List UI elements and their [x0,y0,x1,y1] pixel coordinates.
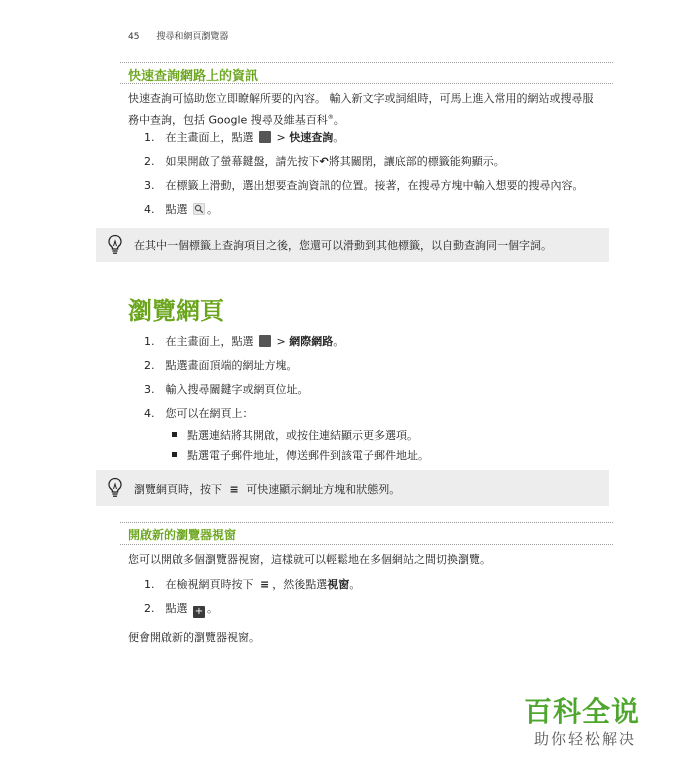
step-number: 2. [144,359,155,372]
step-number: 1. [144,335,155,348]
divider [120,83,613,84]
tip-text-pre: 瀏覽網頁時，按下 [134,483,222,496]
menu-icon: ≡ [229,483,239,496]
intro-line-2-text: 務中查詢，包括 Google 搜尋及維基百科 [128,113,328,127]
step-text: 輸入搜尋關鍵字或網頁位址。 [165,383,309,396]
section-title-browsing: 瀏覽網頁 [128,297,224,325]
bullet-dot [172,452,177,457]
step-text-2: 將其關閉，讓底部的標籤能夠顯示。 [328,155,505,168]
step-number: 4. [144,203,155,216]
step-number: 2. [144,155,155,168]
step-text: 點選 [165,602,188,615]
step-end: 。 [207,203,218,216]
list-item [144,202,584,226]
new-window-outro: 便會開啟新的瀏覽器視窗。 [128,631,260,644]
back-arrow-icon: ↶ [319,155,329,168]
list-item [144,154,584,178]
step-number: 1. [144,131,155,144]
page-header [128,29,228,42]
step-text-mid: ，然後點選 [272,578,328,591]
tip-text [134,481,400,497]
tip-box [96,470,609,506]
quick-search-app-label: 快速查詢 [289,131,334,144]
intro-line-1: 快速查詢可協助您立即瞭解所要的內容。 輸入新文字或詞組時，可馬上進入常用的網站或搜尋服 [128,92,594,105]
step-separator: > [273,335,290,348]
step-number: 1. [144,578,155,591]
step-text: 在檢視網頁時按下 [165,578,254,591]
watermark-slogan: 助你轻松解决 [533,730,636,748]
intro-line-2-end: 。 [333,113,345,127]
list-item [144,577,360,601]
bullet-item [172,428,429,448]
step-text: 在主畫面上，點選 [165,131,254,144]
new-window-steps [144,577,360,625]
header-section: 搜尋和網頁瀏覽器 [156,32,229,42]
search-icon [193,203,205,215]
windows-label: 視窗 [327,578,350,591]
list-item [144,382,344,406]
list-item [144,178,584,202]
bullet-text: 點選連結將其開啟，或按住連結顯示更多選項。 [187,429,418,442]
step-text: 點選 [165,203,188,216]
quick-search-steps [144,130,584,226]
divider [120,544,613,545]
tip-text-post: 可快速顯示網址方塊和狀態列。 [246,483,401,496]
tip-box [96,228,609,262]
quick-search-intro [128,89,618,130]
step-text: 在標籤上滑動，選出想要查詢資訊的位置。接著，在搜尋方塊中輸入想要的搜尋內容。 [165,179,584,192]
list-item [144,358,344,382]
step-number: 3. [144,383,155,396]
bullet-dot [172,432,177,437]
step-separator: > [273,131,290,144]
step-text: 您可以在網頁上： [165,407,254,420]
page-number: 45 [128,32,140,42]
divider [120,62,613,63]
registered-mark: ® [327,114,334,121]
divider [120,522,613,523]
browsing-bullets [172,428,429,468]
step-end: 。 [333,131,345,144]
step-text: 在主畫面上，點選 [165,335,254,348]
tip-text: 在其中一個標籤上查詢項目之後，您還可以滑動到其他標籤，以自動查詢同一個字詞。 [134,239,552,252]
step-text: 如果開啟了螢幕鍵盤，請先按下 [165,155,320,168]
watermark-brand: 百科全说 [523,695,640,728]
list-item [144,334,344,358]
section-title-new-window: 開啟新的瀏覽器視窗 [128,528,237,542]
bullet-item [172,448,429,468]
all-apps-icon [259,335,271,347]
plus-icon: + [194,606,204,617]
intro-line-2 [128,108,618,130]
lightbulb-icon [107,477,123,499]
step-end: 。 [349,578,361,591]
step-end: 。 [207,602,218,615]
list-item [144,601,360,625]
all-apps-icon [259,131,271,143]
list-item [144,130,584,154]
menu-icon: ≡ [260,578,270,591]
step-text: 點選畫面頂端的網址方塊。 [165,359,298,372]
internet-app-label: 網際網路 [289,335,334,348]
list-item [144,406,344,430]
new-window-intro: 您可以開啟多個瀏覽器視窗，這樣就可以輕鬆地在多個網站之間切換瀏覽。 [128,553,491,566]
step-number: 3. [144,179,155,192]
step-number: 2. [144,602,155,615]
browsing-steps [144,334,344,430]
step-end: 。 [333,335,345,348]
lightbulb-icon [107,234,123,256]
section-title-quick-search: 快速查詢網路上的資訊 [128,69,259,84]
step-number: 4. [144,407,155,420]
bullet-text: 點選電子郵件地址，傳送郵件到該電子郵件地址。 [187,449,429,462]
